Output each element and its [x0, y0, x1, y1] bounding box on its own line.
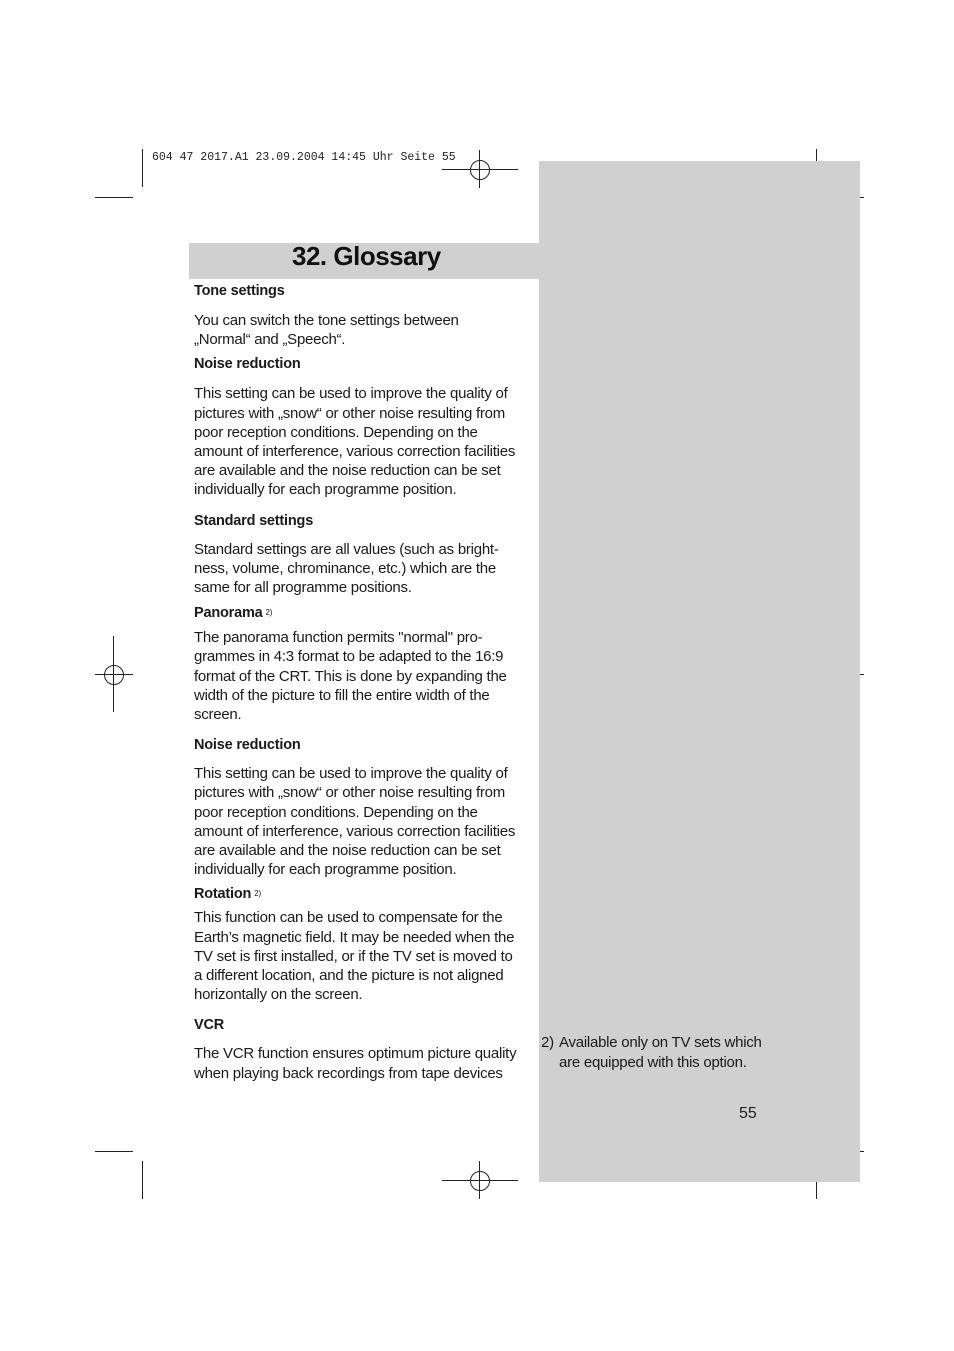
entry-body: This setting can be used to improve the quality of pictures with „snow“ or other noise resulting from poor reception conditions. Depending on the amount of interference, various correction facilities are available and the noise reduction can be set individually for each programme position.	[194, 765, 516, 879]
footnote-text: Available only on TV sets which are equipped with this option.	[559, 1034, 762, 1071]
entry-heading: Noise reduction	[194, 356, 301, 373]
entry-heading: Standard settings	[194, 512, 314, 529]
entry-heading: Tone settings	[194, 283, 285, 299]
entry-heading: VCR	[194, 1017, 225, 1034]
entry-body: Standard settings are all values (such as bright- ness, volume, chrominance, etc.) which are the same for all programme positions.	[194, 540, 499, 597]
print-slug: 604 47 2017.A1 23.09.2004 14:45 Uhr Seite 55	[152, 151, 456, 164]
footnote	[541, 1033, 781, 1073]
page-title: 32. Glossary	[292, 241, 441, 271]
crop-mark-top-left-h	[95, 197, 133, 198]
footnote-number: 2)	[541, 1034, 554, 1051]
entry-heading: Rotation $^{2)}$	[194, 886, 261, 903]
glossary-entry	[194, 282, 539, 349]
entry-heading: Noise reduction	[194, 737, 301, 754]
crop-mark-bottom-left-v	[142, 1161, 143, 1199]
entry-body: The VCR function ensures optimum picture quality when playing back recordings from tape devices	[194, 1045, 517, 1082]
glossary-content	[194, 282, 539, 1083]
glossary-entry	[194, 885, 539, 1004]
entry-body: The panorama function permits "normal" pro- grammes in 4:3 format to be adapted to the 16:9 format of the CRT. This is done by expanding the width of the picture to fill the entire width of the screen.	[194, 629, 507, 724]
entry-body: This function can be used to compensate for the Earth’s magnetic field. It may be needed when the TV set is first installed, or if the TV set is moved to a different location, and the picture is not aligned horizontally on the screen.	[194, 909, 515, 1004]
glossary-entry	[194, 604, 539, 724]
glossary-entry	[194, 512, 539, 598]
crop-mark-top-left-v	[142, 149, 143, 187]
entry-body: This setting can be used to improve the quality of pictures with „snow“ or other noise resulting from poor reception conditions. Depending on the amount of interference, various correction facilities are available and the noise reduction can be set individually for each programme position.	[194, 385, 516, 499]
page-number: 55	[739, 1105, 757, 1122]
entry-body: You can switch the tone settings between „Normal“ and „Speech“.	[194, 312, 459, 349]
glossary-entry	[194, 1016, 539, 1082]
entry-heading: Panorama $^{2)}$	[194, 605, 273, 622]
footnote-ref: 2)	[265, 608, 273, 618]
glossary-entry	[194, 355, 539, 499]
glossary-entry	[194, 736, 539, 879]
crop-mark-bottom-left-h	[95, 1151, 133, 1152]
footnote-ref: 2)	[254, 889, 261, 899]
grey-sidebar	[539, 161, 860, 1182]
